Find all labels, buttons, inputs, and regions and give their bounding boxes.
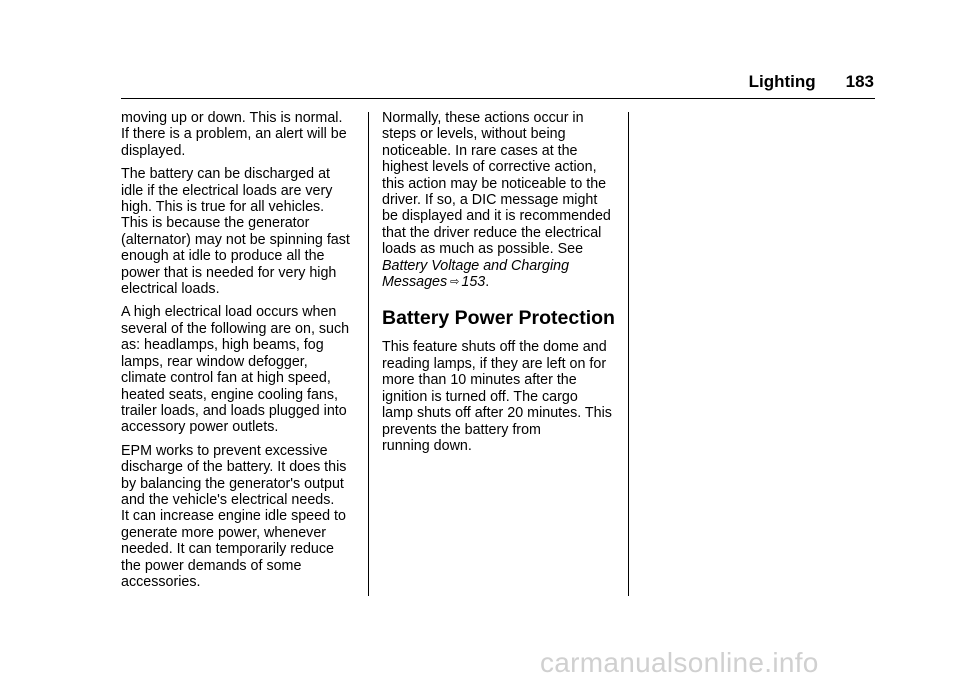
section-heading: Battery Power Protection [382, 307, 615, 330]
cross-reference-link[interactable]: Battery Voltage and Charging Messages [382, 257, 570, 291]
paragraph: A high electrical load occurs when several of the following are on, such as: headlamps, high beams, fog lamps, rear window defogger, climate control fan at high speed, heated seats, engine cooling fans, trailer loads, and loads plugged into accessory power outlets. [121, 304, 350, 436]
paragraph: EPM works to prevent excessive discharge of the battery. It does this by balancing the generator's output and the vehicle's electrical needs. It can increase engine idle speed to generate more power, whenever needed. It can temporarily reduce the power demands of some accessories. [121, 442, 347, 590]
reference-period: . [485, 274, 490, 291]
paragraph: moving up or down. This is normal. If there is a problem, an alert will be displayed. [121, 110, 347, 159]
reference-page-number[interactable]: 153 [461, 274, 486, 291]
left-column [121, 110, 357, 597]
middle-column [382, 110, 620, 461]
page-number: 183 [845, 72, 874, 91]
watermark: carmanualsonline.info [540, 647, 819, 678]
page-header [749, 72, 874, 92]
column-divider [368, 112, 369, 596]
intro-text: Normally, these actions occur in steps or levels, without being noticeable. In rare cases at the highest levels of corrective action, this action may be noticeable to the driver. If so, a DIC message might be displayed and it is recommended that the driver reduce the electrical loads as much as possible. See [382, 110, 611, 258]
paragraph-with-reference [382, 110, 620, 290]
header-rule [121, 98, 875, 99]
column-divider [628, 112, 629, 596]
paragraph: The battery can be discharged at idle if the electrical loads are very high. This is true for all vehicles. This is because the generator (alternator) may not be spinning fast enough at idle to produce all the power that is needed for very high electrical loads. [121, 166, 350, 298]
paragraph: This feature shuts off the dome and reading lamps, if they are left on for more than 10 minutes after the ignition is turned off. The cargo lamp shuts off after 20 minutes. This prevents the battery from running down. [382, 339, 612, 454]
page-reference-arrow-icon: ⇨ [450, 276, 460, 289]
section-title: Lighting [748, 72, 816, 91]
